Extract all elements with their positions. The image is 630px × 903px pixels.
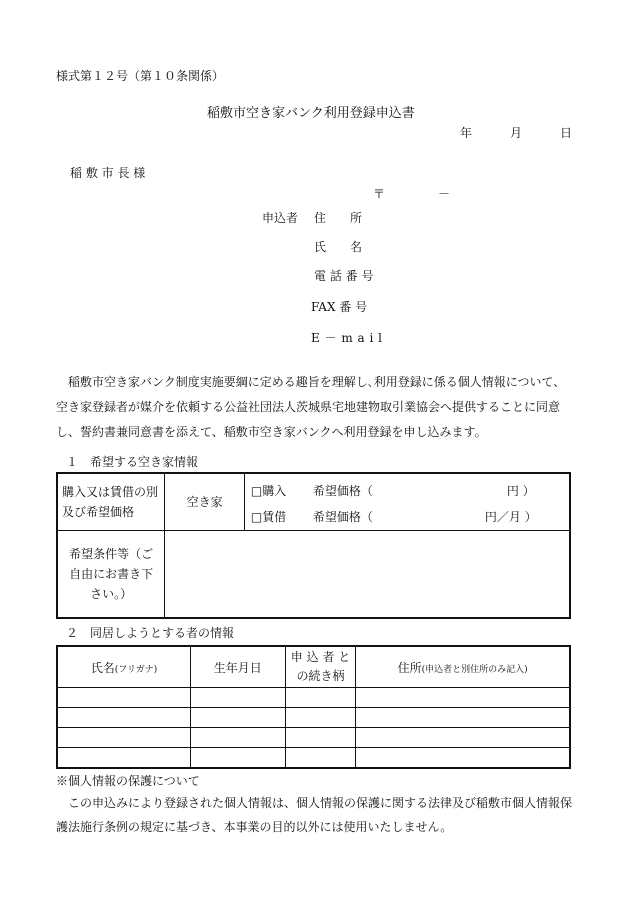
table-row (57, 688, 570, 708)
privacy-text: この申込みにより登録された個人情報は、個人情報の保護に関する法律及び稲敷市個人情報保護法施行条例の規定に基づき、本事業の目的以外には使用いたしません。 (56, 796, 573, 834)
row-relation-cell[interactable] (285, 748, 356, 768)
col-address-header (356, 646, 570, 688)
addressee: 稲 敷 市 長 様 (70, 166, 146, 180)
form-number: 様式第１２号（第１０条関係） (56, 69, 225, 83)
rent-option[interactable]: □賃借 (250, 510, 287, 524)
rent-price-label: 希望価格（ (312, 510, 373, 524)
table-row (57, 748, 570, 768)
row-name-cell[interactable] (57, 688, 190, 708)
row-birth-cell[interactable] (190, 708, 285, 728)
email-label: E－mail (311, 331, 387, 345)
conditions-field[interactable] (165, 530, 570, 618)
purchase-price-label: 希望価格（ (312, 484, 373, 498)
date-day: 日 (560, 126, 573, 140)
col-birth-header: 生年月日 (190, 646, 285, 688)
privacy-heading: ※個人情報の保護について (56, 774, 200, 788)
price-cell (244, 473, 570, 530)
phone-label: 電 話 番 号 (314, 269, 374, 283)
fax-label: FAX 番 号 (311, 300, 368, 314)
address-label: 住 所 (314, 211, 363, 225)
col-name-text: 氏名 (90, 660, 115, 675)
cohabitant-table (56, 645, 571, 769)
col-name-header (57, 646, 190, 688)
purchase-option[interactable]: □購入 (250, 484, 287, 498)
table-row (57, 708, 570, 728)
consent-text: 稲敷市空き家バンク制度実施要綱に定める趣旨を理解し､利用登録に係る個人情報について、空き家登録者が媒介を依頼する公益社団法人茨城県宅地建物取引業協会へ提供することに同意し、誓約書兼同意書を添えて、稲敷市空き家バンクへ利用登録を申し込みます。 (56, 375, 566, 439)
date-month: 月 (510, 126, 523, 140)
col-relation-header: 申 込 者 との続き柄 (285, 646, 356, 688)
row-birth-cell[interactable] (190, 728, 285, 748)
col-name-note: (フリガナ) (114, 664, 158, 675)
row-name-cell[interactable] (57, 748, 190, 768)
rent-unit: 円／月 ） (484, 510, 537, 524)
row-birth-cell[interactable] (190, 688, 285, 708)
row-address-cell[interactable] (356, 728, 570, 748)
housing-preference-table (56, 472, 571, 619)
vacant-house-label: 空き家 (165, 473, 245, 530)
row-relation-cell[interactable] (285, 708, 356, 728)
col-address-note: (申込者と別住所のみ記入) (421, 664, 528, 675)
applicant-label: 申込者 (262, 211, 299, 225)
purchase-unit: 円 ） (506, 484, 535, 498)
section1-heading: １ 希望する空き家情報 (66, 455, 199, 469)
date-year: 年 (460, 126, 473, 140)
row-address-cell[interactable] (356, 688, 570, 708)
conditions-label: 希望条件等（ご自由にお書き下さい。） (57, 530, 165, 618)
table-row (57, 728, 570, 748)
purchase-rent-label: 購入又は賃借の別及び希望価格 (57, 473, 165, 530)
section2-heading: ２ 同居しようとする者の情報 (66, 626, 235, 640)
row-address-cell[interactable] (356, 748, 570, 768)
col-address-text: 住所 (397, 660, 422, 675)
row-relation-cell[interactable] (285, 728, 356, 748)
row-birth-cell[interactable] (190, 748, 285, 768)
name-label: 氏 名 (314, 240, 363, 254)
form-title: 稲敷市空き家バンク利用登録申込書 (207, 106, 415, 121)
postal-dash: － (438, 187, 451, 201)
row-name-cell[interactable] (57, 728, 190, 748)
row-address-cell[interactable] (356, 708, 570, 728)
row-relation-cell[interactable] (285, 688, 356, 708)
row-name-cell[interactable] (57, 708, 190, 728)
postal-mark: 〒 (373, 187, 386, 201)
